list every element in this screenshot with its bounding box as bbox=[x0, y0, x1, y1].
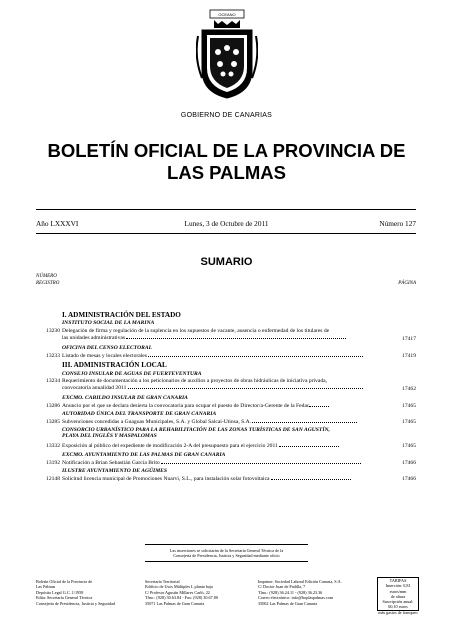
entry-text: Listado de mesas y locales electorales bbox=[62, 353, 147, 359]
entry-text: Requerimiento de documentación a los peticionarios de auxilios a proyectos de obras hidráulicas de iniciativa privada, bbox=[62, 378, 327, 384]
numero-label: NÚMERO bbox=[36, 274, 57, 279]
footer-line: Correo electrónico: info@boplaspalmas.com bbox=[258, 595, 334, 601]
section-heading: III. ADMINISTRACIÓN LOCAL bbox=[62, 361, 167, 369]
title-line-1: BOLETÍN OFICIAL DE LA PROVINCIA DE bbox=[47, 140, 406, 161]
divider bbox=[36, 233, 416, 234]
entry-page: 17465 bbox=[402, 419, 416, 425]
footer-line: Tfno.: (928) 36.24.11 - (928) 36.23.36 bbox=[258, 589, 323, 595]
entry-page: 17465 bbox=[402, 443, 416, 449]
footer-imprime bbox=[258, 579, 376, 606]
section-subheading: ILUSTRE AYUNTAMIENTO DE AGÜIMES bbox=[62, 468, 168, 474]
list-item bbox=[62, 460, 392, 467]
entry-number: 13230 bbox=[46, 328, 60, 334]
sumario-heading: SUMARIO bbox=[200, 256, 253, 268]
entry-text: Delegación de firma y regulación de la suplencia en los supuestos de vacante, ausencia o enfermedad de los titulares de bbox=[62, 328, 330, 334]
entry-text: Anuncio por el que se declara desierta la convocatoria para ocupar el puesto de Director/a-Gerente de la Fedac bbox=[62, 403, 310, 409]
entry-page: 17466 bbox=[402, 460, 416, 466]
entry-page: 17462 bbox=[402, 386, 416, 392]
crest-text: OCEANO bbox=[218, 12, 236, 17]
notice-line-1: Las inserciones se solicitarán de la Secretaría General Técnica de la bbox=[169, 548, 284, 553]
list-item bbox=[62, 476, 392, 483]
notice-line-2: Consejería de Presidencia, Justicia y Seguridad mediante oficio bbox=[173, 553, 280, 559]
coat-of-arms-logo bbox=[196, 8, 258, 102]
section-subheading: EXCMO. AYUNTAMIENTO DE LAS PALMAS DE GRAN CANARIA bbox=[62, 452, 226, 458]
entry-number: 13332 bbox=[46, 443, 60, 449]
gobierno-label: GOBIERNO DE CANARIAS bbox=[180, 112, 273, 119]
entry-page: 17417 bbox=[402, 336, 416, 342]
entry-number: 13285 bbox=[46, 419, 60, 425]
footer-line: Edificio de Usos Múltiples I, planta baja bbox=[145, 584, 213, 590]
footer-line: Suscripción anual: 60,10 euros bbox=[382, 599, 414, 610]
column-header-numero bbox=[36, 273, 59, 287]
entry-number: 13286 bbox=[46, 403, 60, 409]
notice-rule bbox=[145, 561, 308, 562]
registro-label: REGISTRO bbox=[36, 281, 60, 286]
footer-line: Las Palmas bbox=[36, 584, 56, 590]
footer-line: Boletín Oficial de la Provincia de bbox=[36, 579, 93, 584]
footer-publisher bbox=[36, 579, 136, 606]
page-title bbox=[0, 140, 453, 184]
entry-page: 17465 bbox=[402, 403, 416, 409]
entry-number: 13234 bbox=[46, 378, 60, 384]
tarifas-title: TARIFAS bbox=[389, 578, 407, 583]
entry-text-line2: las unidades administrativas bbox=[62, 335, 126, 342]
footer-line: de altura bbox=[390, 593, 406, 599]
list-item bbox=[62, 403, 392, 410]
section-subheading: OFICINA DEL CENSO ELECTORAL bbox=[62, 345, 152, 351]
entry-text: Solicitud licencia municipal de Promociones Nuarvi, S.L., para instalación solar fotovoltaica bbox=[62, 476, 270, 482]
list-item bbox=[62, 419, 392, 426]
section-subheading: CONSEJO INSULAR DE AGUAS DE FUERTEVENTURA bbox=[62, 371, 202, 377]
entry-text: Notificación a Brian Sebastián García Brito bbox=[62, 460, 160, 466]
title-line-2: LAS PALMAS bbox=[167, 162, 286, 183]
footer-secretaria bbox=[145, 579, 263, 606]
list-item bbox=[62, 378, 392, 393]
section-subheading: AUTORIDAD ÚNICA DEL TRANSPORTE DE GRAN CANARIA bbox=[62, 411, 217, 417]
entry-number: 12148 bbox=[46, 476, 60, 482]
footer-line: Consejería de Presidencia, Justicia y Seguridad bbox=[36, 600, 116, 606]
issue-date: Lunes, 3 de Octubre de 2011 bbox=[184, 219, 269, 228]
entry-text-cont bbox=[62, 335, 392, 342]
entry-text: Exposición al público del expediente de modificación 2-A del presupuesto para el ejercicio 2011 bbox=[62, 443, 278, 449]
footer-line: Secretaría Territorial bbox=[145, 579, 180, 584]
list-item bbox=[62, 353, 392, 360]
entry-text-line2: convocatoria anualidad 2011 bbox=[62, 385, 127, 392]
footer-line: Inserción: 0,81 euros/mm bbox=[385, 583, 411, 594]
subheading-line-1: CONSORCIO URBANÍSTICO PARA LA REHABILITACIÓN DE LAS ZONAS TURÍSTICAS DE SAN AGUSTÍN, bbox=[62, 427, 330, 433]
footer-line: Imprime: Sociedad Laboral Edición Canaria, S.A. bbox=[258, 579, 342, 584]
divider bbox=[36, 209, 416, 210]
entry-page: 17466 bbox=[402, 476, 416, 482]
entry-page: 17419 bbox=[402, 353, 416, 359]
footer-line: Depósito Legal G.C. 1/1958 bbox=[36, 589, 84, 595]
footer-line: más gastos de franqueo bbox=[378, 609, 418, 615]
entry-text-cont bbox=[62, 385, 392, 392]
footer-line: Tfno.: (928) 30.63.84 - Fax: (928) 30.67.80 bbox=[145, 595, 218, 601]
section-subheading bbox=[62, 427, 330, 439]
entry-text: Subvenciones concedidas a Guaguas Municipales, S.A. y Global Salcai-Utinsa, S.A. bbox=[62, 419, 252, 425]
entry-number: 13233 bbox=[46, 353, 60, 359]
footer-line: 35071 Las Palmas de Gran Canaria bbox=[145, 600, 205, 606]
section-heading: I. ADMINISTRACIÓN DEL ESTADO bbox=[62, 311, 181, 319]
section-subheading: EXCMO. CABILDO INSULAR DE GRAN CANARIA bbox=[62, 395, 188, 401]
footer-line: C/ Doctor Juan de Padilla, 7 bbox=[258, 584, 306, 590]
column-header-pagina: PÁGINA bbox=[398, 281, 416, 286]
footer-line: C/ Profesor Agustín Millares Carló, 22 bbox=[145, 589, 210, 595]
entry-number: 13192 bbox=[46, 460, 60, 466]
list-item bbox=[62, 328, 392, 343]
notice-rule bbox=[145, 544, 308, 545]
section-subheading: INSTITUTO SOCIAL DE LA MARINA bbox=[62, 320, 155, 326]
list-item bbox=[62, 443, 392, 450]
year: Año LXXXVI bbox=[36, 219, 79, 228]
tarifas-box bbox=[377, 577, 419, 615]
footer-line: 35002 Las Palmas de Gran Canaria bbox=[258, 600, 318, 606]
subheading-line-2: PLAYA DEL INGLÉS Y MASPALOMAS bbox=[62, 433, 157, 439]
footer-line: Edita: Secretaría General Técnica bbox=[36, 595, 93, 601]
issue-number: Número 127 bbox=[379, 219, 416, 228]
insertion-notice bbox=[145, 548, 308, 559]
